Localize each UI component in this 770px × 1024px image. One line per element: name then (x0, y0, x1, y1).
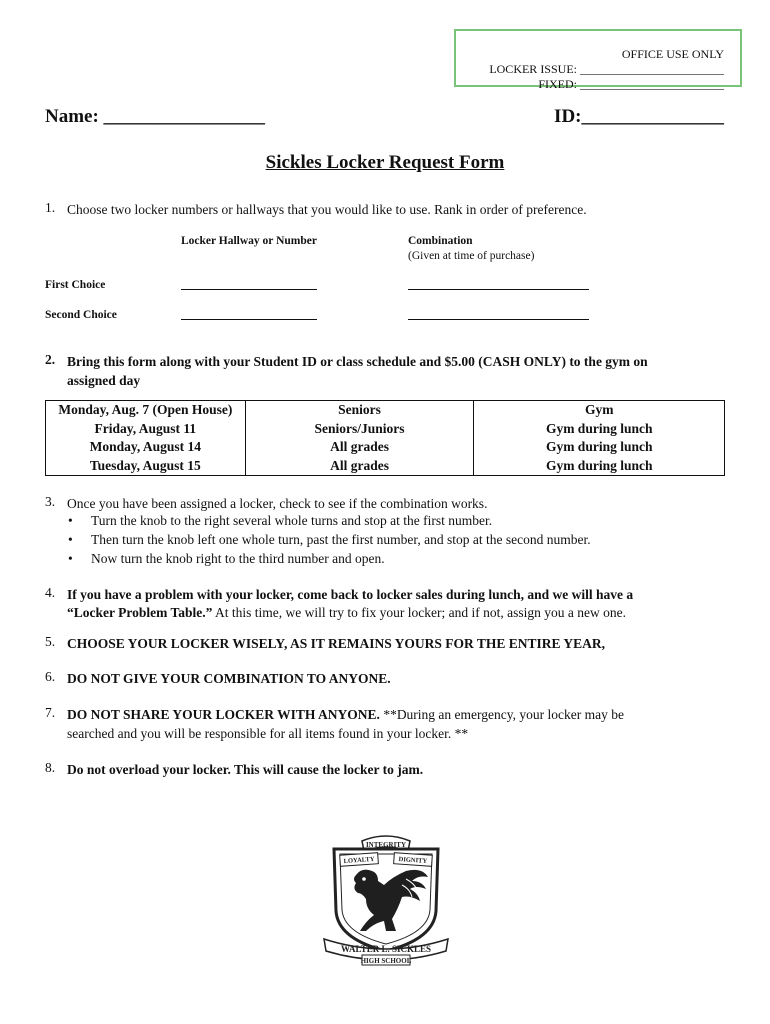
table-cell: Gym during lunch (474, 438, 725, 457)
item-7-number: 7. (45, 705, 56, 720)
school-crest-logo (322, 827, 450, 967)
office-use-box (454, 29, 742, 91)
item-4-rest: At this time, we will try to fix your locker; and if not, assign you a new one. (212, 605, 626, 620)
item-3-number: 3. (45, 494, 56, 509)
bullet-icon: • (68, 513, 73, 528)
item-7-text-line2: searched and you will be responsible for all items found in your locker. ** (67, 726, 469, 741)
table-cell: Monday, Aug. 7 (Open House) (46, 401, 246, 420)
crest-top-word: INTEGRITY (365, 841, 407, 849)
table-row (46, 420, 725, 439)
table-cell: Monday, August 14 (46, 438, 246, 457)
item-6-number: 6. (45, 669, 56, 684)
fixed-field[interactable]: FIXED: ________________________ (538, 77, 724, 91)
item-8-number: 8. (45, 760, 56, 775)
office-use-title: OFFICE USE ONLY (621, 47, 724, 61)
locker-hallway-header: Locker Hallway or Number (181, 235, 317, 247)
second-choice-label: Second Choice (45, 309, 117, 321)
item-4-text-line2 (67, 603, 725, 622)
second-choice-combination-blank[interactable] (408, 319, 589, 320)
item-4-text-line1: If you have a problem with your locker, come back to locker sales during lunch, and we will have a (67, 587, 634, 602)
item-7-text-line1 (67, 705, 725, 724)
first-choice-locker-blank[interactable] (181, 289, 317, 290)
item-1-number: 1. (45, 200, 56, 215)
instruction-bullet: Turn the knob to the right several whole turns and stop at the first number. (91, 513, 493, 528)
table-cell: Friday, August 11 (46, 420, 246, 439)
table-cell: All grades (245, 457, 474, 476)
item-6-text: DO NOT GIVE YOUR COMBINATION TO ANYONE. (67, 671, 391, 686)
id-field[interactable]: ID:_______________ (554, 106, 724, 127)
crest-high-school: HIGH SCHOOL (360, 957, 412, 965)
bullet-icon: • (68, 551, 73, 566)
table-cell: Gym (474, 401, 725, 420)
name-field[interactable]: Name: _________________ (45, 106, 266, 127)
item-7-rest: **During an emergency, your locker may be (379, 707, 624, 722)
table-cell: Seniors (245, 401, 474, 420)
item-4-number: 4. (45, 585, 56, 600)
instruction-bullet: Then turn the knob left one whole turn, past the first number, and stop at the second number. (91, 532, 591, 547)
combination-header: Combination (408, 235, 473, 247)
item-2-number: 2. (45, 352, 56, 367)
item-3-text: Once you have been assigned a locker, check to see if the combination works. (67, 496, 488, 511)
item-5-number: 5. (45, 634, 56, 649)
first-choice-combination-blank[interactable] (408, 289, 589, 290)
table-row (46, 401, 725, 420)
table-row (46, 438, 725, 457)
crest-left-word: LOYALTY (343, 855, 375, 866)
table-row (46, 457, 725, 476)
bullet-icon: • (68, 532, 73, 547)
schedule-table (45, 400, 725, 476)
form-title: Sickles Locker Request Form (265, 152, 505, 173)
table-cell: Tuesday, August 15 (46, 457, 246, 476)
combination-subheader: (Given at time of purchase) (408, 250, 535, 262)
item-2-text-line1: Bring this form along with your Student ID or class schedule and $5.00 (CASH ONLY) to the gym on (67, 354, 648, 369)
table-cell: Seniors/Juniors (245, 420, 474, 439)
locker-issue-field[interactable]: LOCKER ISSUE: ________________________ (489, 62, 724, 76)
item-5-text: CHOOSE YOUR LOCKER WISELY, AS IT REMAINS YOURS FOR THE ENTIRE YEAR, (67, 636, 606, 651)
table-cell: All grades (245, 438, 474, 457)
crest-right-word: DIGNITY (398, 856, 428, 865)
table-cell: Gym during lunch (474, 420, 725, 439)
item-8-text: Do not overload your locker. This will cause the locker to jam. (67, 762, 424, 777)
instruction-bullet: Now turn the knob right to the third number and open. (91, 551, 385, 566)
locker-problem-table-label: “Locker Problem Table.” (67, 605, 213, 620)
first-choice-label: First Choice (45, 279, 106, 291)
table-cell: Gym during lunch (474, 457, 725, 476)
item-1-text: Choose two locker numbers or hallways that you would like to use. Rank in order of preference. (67, 202, 587, 217)
crest-school-name: WALTER L. SICKLES (341, 944, 431, 954)
item-7-bold: DO NOT SHARE YOUR LOCKER WITH ANYONE. (67, 707, 380, 722)
item-2-text-line2: assigned day (67, 373, 141, 388)
second-choice-locker-blank[interactable] (181, 319, 317, 320)
